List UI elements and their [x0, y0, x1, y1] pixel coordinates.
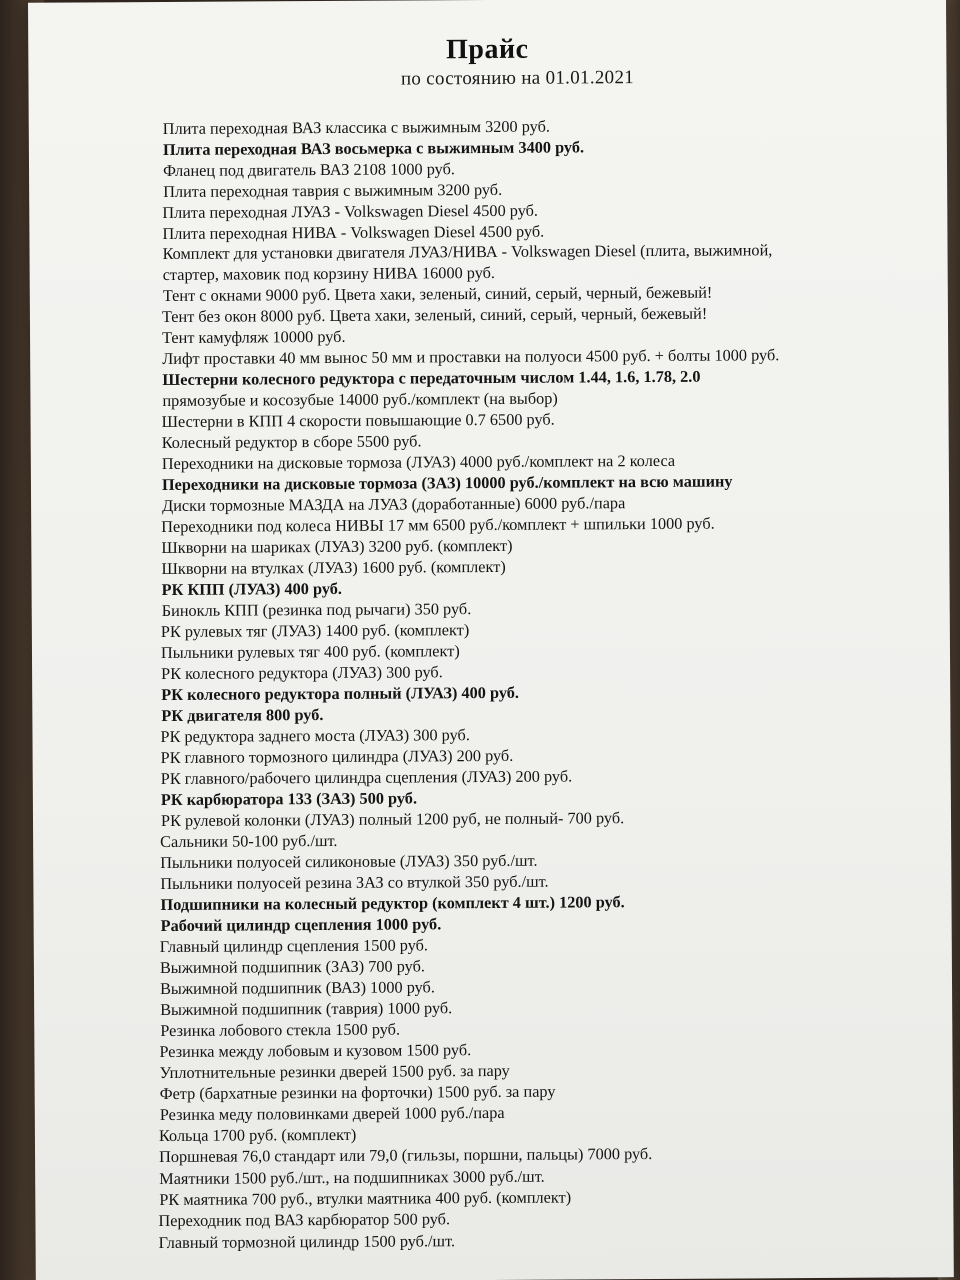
- price-line: Комплект для установки двигателя ЛУАЗ/НИВА - Volkswagen Diesel (плита, выжимной,: [162, 240, 773, 263]
- price-line: Лифт проставки 40 мм вынос 50 мм и проставки на полуоси 4500 руб. + болты 1000 руб.: [162, 345, 780, 368]
- price-line: РК колесного редуктора полный (ЛУАЗ) 400 руб.: [161, 682, 520, 705]
- price-list: [29, 114, 947, 1253]
- price-line: Главный тормозной цилиндр 1500 руб./шт.: [158, 1231, 456, 1253]
- price-line: Фетр (бархатные резинки на форточки) 1500 руб. за пару: [159, 1081, 556, 1104]
- price-line: Пыльники полуосей силиконовые (ЛУАЗ) 350 руб./шт.: [160, 850, 538, 873]
- price-line: РК двигателя 800 руб.: [161, 705, 324, 726]
- price-line: Плита переходная таврия с выжимным 3200 руб.: [163, 179, 503, 201]
- price-line: Шкворни на шариках (ЛУАЗ) 3200 руб. (комплект): [161, 535, 513, 557]
- price-line: Шкворни на втулках (ЛУАЗ) 1600 руб. (комплект): [161, 556, 506, 578]
- price-line: Тент камуфляж 10000 руб.: [161, 326, 346, 347]
- price-line: РК рулевой колонки (ЛУАЗ) полный 1200 руб, не полный- 700 руб.: [160, 808, 625, 831]
- price-line: РК главного/рабочего цилиндра сцепления (ЛУАЗ) 200 руб.: [160, 766, 573, 789]
- price-line: Сальники 50-100 руб./шт.: [160, 830, 338, 852]
- price-line: Шестерни колесного редуктора с передаточным числом 1.44, 1.6, 1.78, 2.0: [162, 366, 701, 389]
- price-line: Плита переходная НИВА - Volkswagen Diesel 4500 руб.: [162, 221, 545, 243]
- price-line: Поршневая 76,0 стандарт или 79,0 (гильзы, поршни, пальцы) 7000 руб.: [159, 1144, 653, 1167]
- price-line: Диски тормозные МАЗДА на ЛУАЗ (доработанные) 6000 руб./пара: [162, 493, 626, 515]
- price-line: Выжимной подшипник (таврия) 1000 руб.: [160, 998, 453, 1020]
- price-line: Пыльники полуосей резина ЗАЗ со втулкой 350 руб./шт.: [160, 871, 549, 894]
- price-list-sheet: [28, 0, 954, 1280]
- price-line: Колесный редуктор в сборе 5500 руб.: [161, 431, 422, 452]
- price-line: Плита переходная ВАЗ классика с выжимным 3200 руб.: [162, 116, 550, 138]
- price-line: Выжимной подшипник (ВАЗ) 1000 руб.: [159, 977, 435, 999]
- price-line: Резинка между лобовым и кузовом 1500 руб.: [159, 1040, 472, 1062]
- price-line: Пыльники рулевых тяг 400 руб. (комплект): [160, 641, 460, 663]
- price-line: стартер, маховик под корзину НИВА 16000 руб.: [162, 262, 496, 284]
- price-line: РК маятника 700 руб., втулки маятника 400 руб. (комплект): [159, 1187, 572, 1210]
- price-line: Бинокль КПП (резинка под рычаги) 350 руб.: [161, 599, 472, 620]
- price-line: Резинка меду половинками дверей 1000 руб./пара: [159, 1102, 505, 1125]
- price-line: Переходник под ВАЗ карбюратор 500 руб.: [158, 1209, 451, 1231]
- price-line: Рабочий цилиндр сцепления 1000 руб.: [160, 914, 442, 936]
- price-line: Маятники 1500 руб./шт., на подшипниках 3000 руб./шт.: [159, 1166, 545, 1189]
- price-line: Фланец под двигатель ВАЗ 2108 1000 руб.: [162, 159, 455, 180]
- price-line: Переходники под колеса НИВЫ 17 мм 6500 руб./комплект + шпильки 1000 руб.: [161, 513, 715, 536]
- price-line: Переходники на дисковые тормоза (ЛУАЗ) 4000 руб./комплект на 2 колеса: [161, 450, 676, 473]
- price-line: Тент с окнами 9000 руб. Цвета хаки, зеленый, синий, серый, черный, бежевый!: [162, 282, 713, 305]
- price-line: РК колесного редуктора (ЛУАЗ) 300 руб.: [161, 662, 443, 684]
- page-title: Прайс: [445, 33, 529, 66]
- price-line: РК карбюратора 133 (ЗАЗ) 500 руб.: [160, 788, 418, 810]
- price-line: Выжимной подшипник (ЗАЗ) 700 руб.: [159, 956, 425, 978]
- price-line: Резинка лобового стекла 1500 руб.: [160, 1019, 401, 1041]
- page-subtitle: по состоянию на 01.01.2021: [400, 67, 635, 90]
- price-line: Тент без окон 8000 руб. Цвета хаки, зеленый, синий, серый, черный, бежевый!: [161, 303, 708, 326]
- price-line: РК рулевых тяг (ЛУАЗ) 1400 руб. (комплект): [160, 620, 470, 642]
- price-line: Кольца 1700 руб. (комплект): [158, 1124, 357, 1146]
- price-line: прямозубые и косозубые 14000 руб./комплект (на выбор): [162, 388, 558, 410]
- price-line: Плита переходная ЛУАЗ - Volkswagen Diesel 4500 руб.: [162, 200, 539, 222]
- price-line: Шестерни в КПП 4 скорости повышающие 0.7 6500 руб.: [161, 409, 555, 431]
- price-line: Главный цилиндр сцепления 1500 руб.: [159, 935, 429, 957]
- price-line: Уплотнительные резинки дверей 1500 руб. за пару: [159, 1060, 510, 1083]
- price-line: Переходники на дисковые тормоза (ЗАЗ) 10000 руб./комплект на всю машину: [161, 471, 733, 494]
- price-line: Подшипники на колесный редуктор (комплект 4 шт.) 1200 руб.: [160, 892, 625, 915]
- price-line: Плита переходная ВАЗ восьмерка с выжимным 3400 руб.: [162, 137, 585, 159]
- price-line: РК КПП (ЛУАЗ) 400 руб.: [161, 578, 342, 599]
- price-line: РК редуктора заднего моста (ЛУАЗ) 300 руб.: [160, 725, 470, 747]
- price-line: РК главного тормозного цилиндра (ЛУАЗ) 200 руб.: [160, 745, 514, 768]
